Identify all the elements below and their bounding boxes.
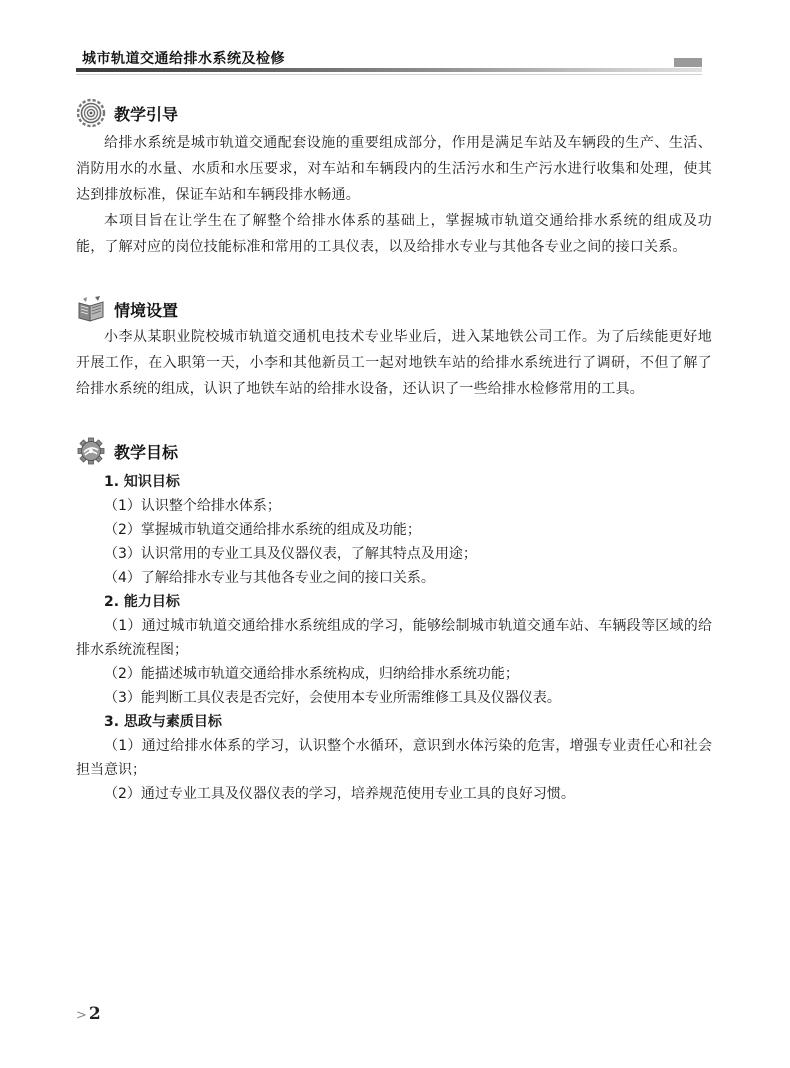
list-item: （2）掌握城市轨道交通给排水系统的组成及功能； — [104, 522, 421, 538]
section-heading — [76, 436, 712, 466]
knowledge-goals-title: 1. 知识目标 — [104, 474, 180, 490]
list-item: （1）通过给排水体系的学习，认识整个水循环，意识到水体污染的危害，增强专业责任心和社会担当意识； — [76, 738, 712, 778]
quality-goals-title: 3. 思政与素质目标 — [104, 714, 222, 730]
gear-target-icon — [76, 98, 106, 128]
section-teaching-goals — [76, 436, 712, 806]
header-rule-thin — [76, 74, 702, 75]
paragraph: 本项目旨在让学生在了解整个给排水体系的基础上，掌握城市轨道交通给排水系统的组成及功能，了解对应的岗位技能标准和常用的工具仪表，以及给排水专业与其他各专业之间的接口关系。 — [76, 213, 712, 255]
section-heading — [76, 294, 712, 324]
list-item: （2）通过专业工具及仪器仪表的学习，培养规范使用专业工具的良好习惯。 — [104, 786, 575, 802]
book-icon — [76, 294, 106, 324]
section-title: 教学目标 — [114, 443, 179, 462]
list-item: （2）能描述城市轨道交通给排水系统构成，归纳给排水系统功能； — [104, 666, 519, 682]
header-rule — [76, 68, 702, 72]
list-item: （1）通过城市轨道交通给排水系统组成的学习，能够绘制城市轨道交通车站、车辆段等区域的给排水系统流程图； — [76, 618, 712, 658]
running-header — [76, 48, 702, 68]
section-title: 教学引导 — [114, 105, 179, 124]
ability-goals-title: 2. 能力目标 — [104, 594, 180, 610]
gear-goal-icon — [76, 436, 106, 466]
section-scenario — [76, 294, 712, 402]
paragraph: 给排水系统是城市轨道交通配套设施的重要组成部分，作用是满足车站及车辆段的生产、生活、消防用水的水量、水质和水压要求，对车站和车辆段内的生活污水和生产污水进行收集和处理，使其达到排放标准，保证车站和车辆段排水畅通。 — [76, 135, 712, 203]
paragraph: 小李从某职业院校城市轨道交通机电技术专业毕业后，进入某地铁公司工作。为了后续能更好地开展工作，在入职第一天，小李和其他新员工一起对地铁车站的给排水系统进行了调研，不但了解了给排水系统的组成，认识了地铁车站的给排水设备，还认识了一些给排水检修常用的工具。 — [76, 329, 712, 397]
section-title: 情境设置 — [114, 301, 179, 320]
page-number — [76, 1004, 101, 1024]
book-title: 城市轨道交通给排水系统及检修 — [82, 51, 285, 67]
list-item: （3）能判断工具仪表是否完好，会使用本专业所需维修工具及仪器仪表。 — [104, 690, 561, 706]
page-number-value: 2 — [88, 1004, 101, 1024]
section-heading — [76, 98, 712, 128]
list-item: （1）认识整个给排水体系； — [104, 498, 281, 514]
list-item: （4）了解给排水专业与其他各专业之间的接口关系。 — [104, 570, 435, 586]
header-tab-decoration — [674, 58, 702, 67]
section-teaching-guide — [76, 98, 712, 260]
page-arrow-icon: > — [76, 1008, 87, 1023]
list-item: （3）认识常用的专业工具及仪器仪表，了解其特点及用途； — [104, 546, 477, 562]
